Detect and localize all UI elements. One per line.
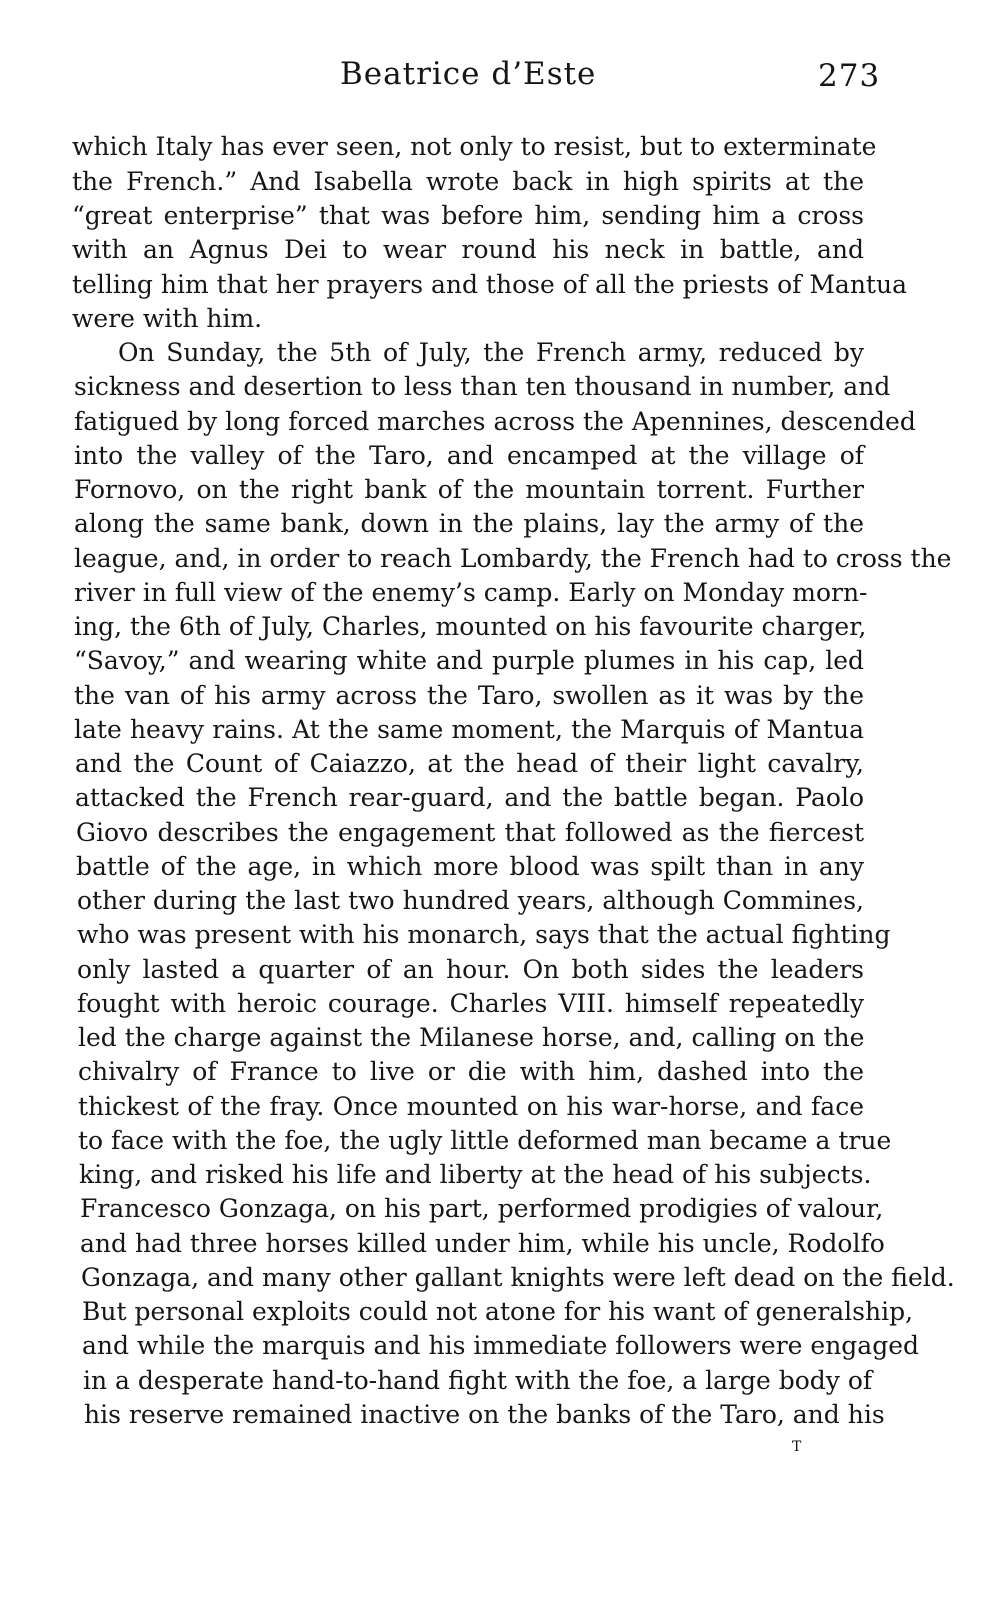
text-line: fatigued by long forced marches across the Apennines, descended xyxy=(74,407,916,436)
text-line: Fornovo, on the right bank of the mountain torrent. Further xyxy=(74,475,864,504)
text-line: Giovo describes the engagement that followed as the fiercest xyxy=(76,818,864,847)
page-number: 273 xyxy=(818,58,881,94)
text-line: which Italy has ever seen, not only to resist, but to exterminate xyxy=(72,132,877,161)
text-line: other during the last two hundred years, although Commines, xyxy=(77,886,864,915)
text-line: sickness and desertion to less than ten thousand in number, and xyxy=(74,372,891,401)
text-line: only lasted a quarter of an hour. On both sides the leaders xyxy=(77,955,864,984)
text-line: were with him. xyxy=(72,304,263,333)
text-line: his reserve remained inactive on the banks of the Taro, and his xyxy=(84,1400,885,1429)
text-line: On Sunday, the 5th of July, the French army, reduced by xyxy=(118,338,864,367)
text-line: fought with heroic courage. Charles VIII. himself repeatedly xyxy=(77,989,864,1018)
text-line: ing, the 6th of July, Charles, mounted on his favourite charger, xyxy=(74,612,867,641)
text-line: Francesco Gonzaga, on his part, performed prodigies of valour, xyxy=(80,1194,884,1223)
text-line: king, and risked his life and liberty at the head of his subjects. xyxy=(79,1160,872,1189)
text-line: “great enterprise” that was before him, sending him a cross xyxy=(72,201,864,230)
text-line: in a desperate hand-to-hand fight with the foe, a large body of xyxy=(83,1366,873,1395)
text-line: and the Count of Caiazzo, at the head of their light cavalry, xyxy=(75,749,864,778)
signature-mark: T xyxy=(792,1439,802,1455)
text-line: But personal exploits could not atone for his want of generalship, xyxy=(82,1297,914,1326)
text-line: and while the marquis and his immediate followers were engaged xyxy=(82,1331,919,1360)
text-line: league, and, in order to reach Lombardy, the French had to cross the xyxy=(74,544,952,573)
text-line: attacked the French rear-guard, and the battle began. Paolo xyxy=(75,783,864,812)
text-line: telling him that her prayers and those of all the priests of Mantua xyxy=(72,270,907,299)
text-line: and had three horses killed under him, while his uncle, Rodolfo xyxy=(80,1229,885,1258)
text-line: into the valley of the Taro, and encamped at the village of xyxy=(74,441,864,470)
text-line: thickest of the fray. Once mounted on his war-horse, and face xyxy=(78,1092,864,1121)
text-line: late heavy rains. At the same moment, the Marquis of Mantua xyxy=(74,715,864,744)
text-line: the van of his army across the Taro, swollen as it was by the xyxy=(74,681,864,710)
text-line: the French.” And Isabella wrote back in high spirits at the xyxy=(72,167,864,196)
text-line: with an Agnus Dei to wear round his neck in battle, and xyxy=(72,235,864,264)
text-line: “Savoy,” and wearing white and purple plumes in his cap, led xyxy=(74,646,864,675)
text-line: who was present with his monarch, says that the actual fighting xyxy=(77,920,891,949)
text-line: along the same bank, down in the plains, lay the army of the xyxy=(74,509,864,538)
text-line: river in full view of the enemy’s camp. Early on Monday morn- xyxy=(74,578,868,607)
text-line: battle of the age, in which more blood was spilt than in any xyxy=(76,852,864,881)
text-line: Gonzaga, and many other gallant knights were left dead on the field. xyxy=(81,1263,955,1292)
text-line: chivalry of France to live or die with him, dashed into the xyxy=(78,1057,864,1086)
text-line: led the charge against the Milanese horse, and, calling on the xyxy=(78,1023,865,1052)
text-line: to face with the foe, the ugly little deformed man became a true xyxy=(78,1126,892,1155)
running-title: Beatrice d’Este xyxy=(340,56,597,92)
